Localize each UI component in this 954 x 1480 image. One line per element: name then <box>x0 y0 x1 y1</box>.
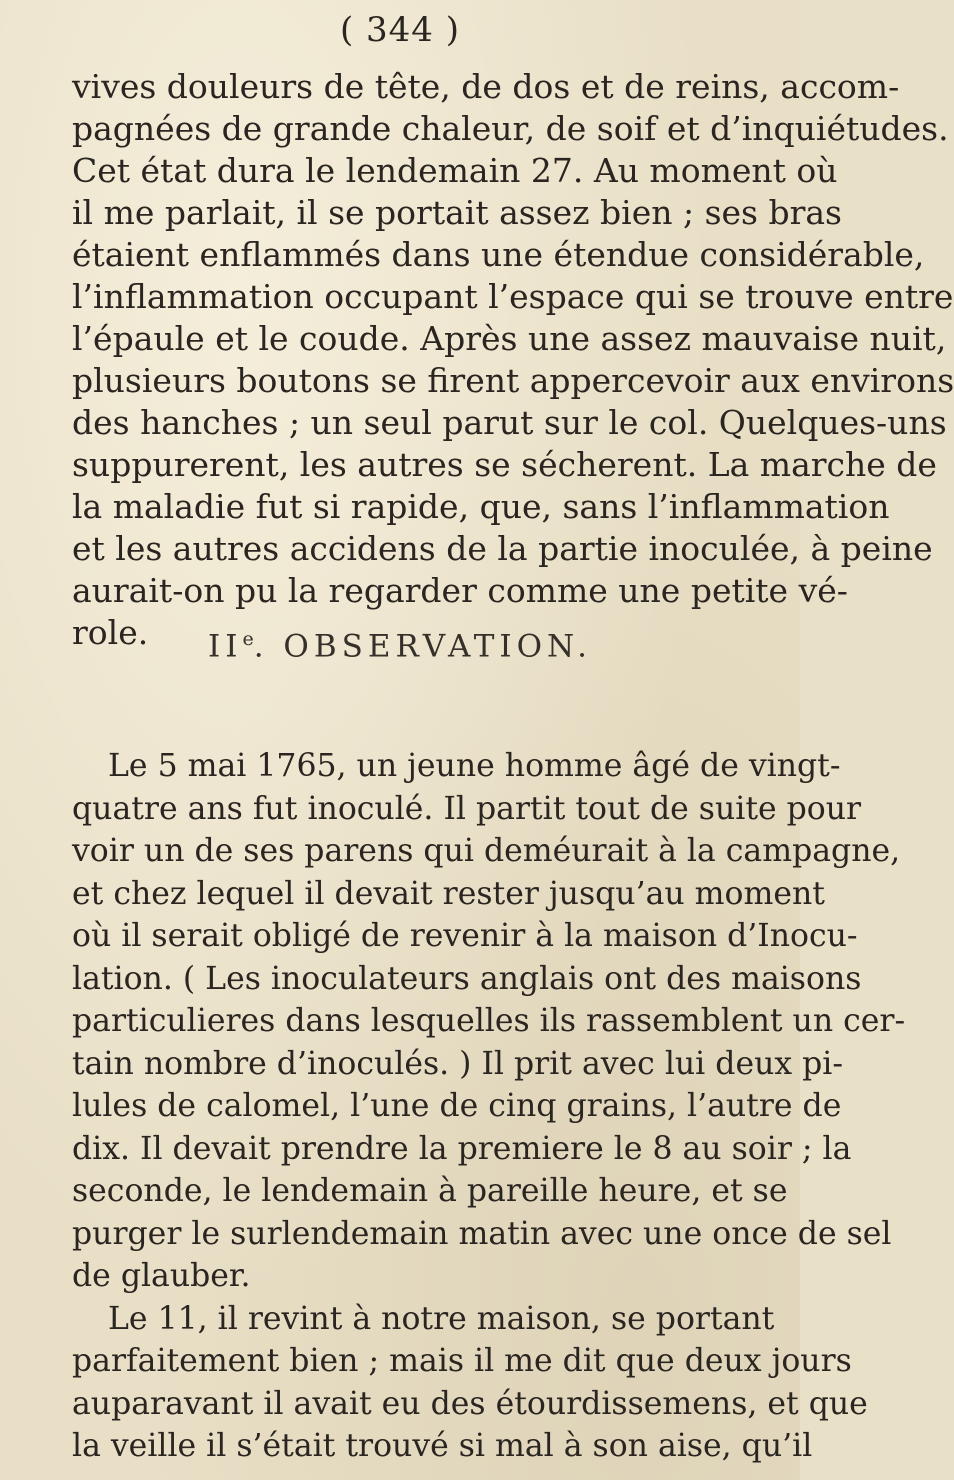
text-line: des hanches ; un seul parut sur le col. Quelques-uns <box>72 403 947 442</box>
text-line: suppurerent, les autres se sécherent. La marche de <box>72 445 937 484</box>
text-line: plusieurs boutons se firent appercevoir aux environs <box>72 361 954 400</box>
text-line: voir un de ses parens qui deméurait à la campagne, <box>72 833 901 869</box>
text-line: et chez lequel il devait rester jusqu’au moment <box>72 875 825 912</box>
text-line: étaient enflammés dans une étendue considérable, <box>72 235 925 274</box>
text-line: Cet état dura le lendemain 27. Au moment où <box>72 151 838 190</box>
observation-superscript: e <box>242 628 254 650</box>
observation-number: II <box>207 628 243 665</box>
paragraph-observation <box>72 745 906 1468</box>
text-line: role. <box>72 613 149 652</box>
text-line: il me parlait, il se portait assez bien ; ses bras <box>72 193 842 232</box>
page-number: ( 344 ) <box>339 10 461 50</box>
text-line: vives douleurs de tête, de dos et de reins, accom- <box>72 67 900 106</box>
text-line: quatre ans fut inoculé. Il partit tout de suite pour <box>72 790 862 827</box>
text-line: lules de calomel, l’une de cinq grains, l’autre de <box>72 1088 842 1124</box>
observation-heading: IIe. OBSERVATION. <box>207 628 593 665</box>
text-line: Le 11, il revint à notre maison, se portant <box>108 1300 775 1337</box>
text-line: parfaitement bien ; mais il me dit que deux jours <box>72 1343 852 1379</box>
text-line: dix. Il devait prendre la premiere le 8 au soir ; la <box>72 1130 852 1167</box>
observation-label: OBSERVATION. <box>283 628 593 665</box>
text-line: auparavant il avait eu des étourdissemens, et que <box>72 1385 868 1422</box>
text-line: tain nombre d’inoculés. ) Il prit avec lui deux pi- <box>72 1045 844 1082</box>
text-line: la veille il s’était trouvé si mal à son aise, qu’il <box>72 1428 813 1464</box>
text-line: l’inflammation occupant l’espace qui se trouve entre <box>72 277 954 316</box>
text-line: particulieres dans lesquelles ils rassemblent un cer- <box>72 1003 906 1039</box>
text-line: Le 5 mai 1765, un jeune homme âgé de vingt- <box>108 748 841 784</box>
text-line: de glauber. <box>72 1258 251 1294</box>
text-line: pagnées de grande chaleur, de soif et d’inquiétudes. <box>72 109 949 148</box>
paragraph-continued <box>72 66 954 654</box>
text-line: aurait-on pu la regarder comme une petite vé- <box>72 571 848 610</box>
text-line: l’épaule et le coude. Après une assez mauvaise nuit, <box>72 319 947 358</box>
text-line: et les autres accidens de la partie inoculée, à peine <box>72 529 933 568</box>
text-line: lation. ( Les inoculateurs anglais ont des maisons <box>72 960 862 997</box>
text-line: la maladie fut si rapide, que, sans l’inflammation <box>72 487 890 526</box>
text-line: purger le surlendemain matin avec une once de sel <box>72 1215 892 1252</box>
text-line: seconde, le lendemain à pareille heure, et se <box>72 1173 788 1209</box>
text-line: où il serait obligé de revenir à la maison d’Inocu- <box>72 918 858 954</box>
